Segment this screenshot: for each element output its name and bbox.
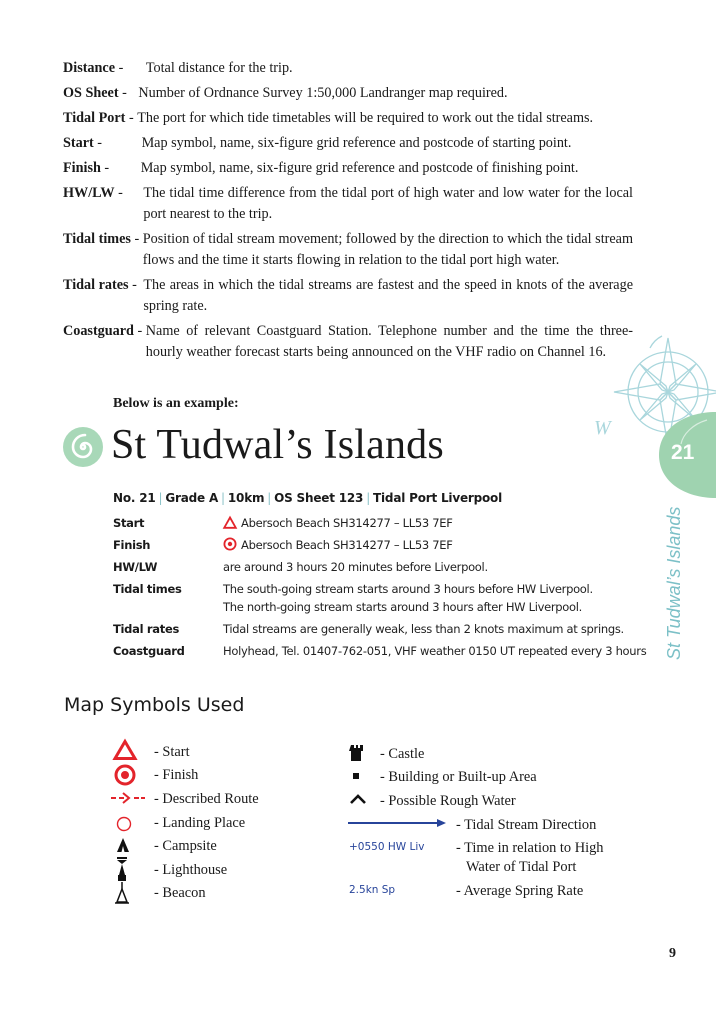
side-title: St Tudwal’s Islands <box>664 506 684 660</box>
definition-row <box>63 133 633 154</box>
legend-spring-rate-label: - Average Spring Rate <box>456 883 584 899</box>
finish-value: Abersoch Beach SH314277 – LL53 7EF <box>241 538 453 552</box>
info-value <box>223 536 653 554</box>
definition-row <box>63 183 633 225</box>
info-row-hwlw <box>113 558 653 576</box>
info-value <box>223 580 653 616</box>
definition-text: Name of relevant Coastguard Station. Telephone number and the time the three-hourly weather forecast starts being announced on the VHF radio on Channel 16. <box>145 323 633 360</box>
legend-finish-label: - Finish <box>154 767 199 783</box>
coastguard-value: Holyhead, Tel. 01407-762-051, VHF weather 0150 UT repeated every 3 hours <box>223 644 647 658</box>
info-row-coastguard <box>113 642 653 660</box>
legend-start-label: - Start <box>154 744 190 760</box>
info-value <box>223 514 653 532</box>
definition-text: Number of Ordnance Survey 1:50,000 Landranger map required. <box>138 85 508 101</box>
trip-os-sheet: OS Sheet 123 <box>274 491 364 505</box>
definition-separator: - <box>128 277 141 293</box>
definition-text: The areas in which the tidal streams are fastest and the speed in knots of the average spring rate. <box>143 277 633 314</box>
trip-distance: 10km <box>227 491 265 505</box>
page-number: 9 <box>669 946 676 961</box>
tidal-stream-arrow-icon <box>347 818 447 828</box>
legend-route-label: - Described Route <box>154 791 259 807</box>
swirl-icon <box>62 426 104 468</box>
definition-separator: - <box>133 323 146 339</box>
header-separator: | <box>158 491 163 505</box>
trip-number: 21 <box>671 441 695 464</box>
legend-lighthouse-label: - Lighthouse <box>154 862 228 878</box>
campsite-tent-icon <box>115 836 131 854</box>
start-triangle-icon <box>223 516 237 529</box>
definition-separator: - <box>114 185 127 201</box>
tidal-times-line-2: The north-going stream starts around 3 hours after HW Liverpool. <box>223 600 583 614</box>
definition-row <box>63 83 633 104</box>
info-row-tidal-rates <box>113 620 653 638</box>
trip-grade: Grade A <box>165 491 219 505</box>
info-label: Tidal times <box>113 582 182 596</box>
definition-separator: - <box>115 60 127 76</box>
definition-term: OS Sheet <box>63 85 119 101</box>
info-row-tidal-times <box>113 580 653 616</box>
definition-separator: - <box>118 85 131 101</box>
definition-term: Tidal Port <box>63 110 126 126</box>
tidal-time-sample: +0550 HW Liv <box>349 841 425 853</box>
definition-row <box>63 275 633 317</box>
map-symbols-title: Map Symbols Used <box>64 694 245 716</box>
trip-info <box>113 490 653 664</box>
info-label: Start <box>113 516 145 530</box>
definition-row <box>63 229 633 271</box>
definition-term: HW/LW <box>63 185 115 201</box>
legend-landing-label: - Landing Place <box>154 815 246 831</box>
legend-campsite-label: - Campsite <box>154 838 217 854</box>
route-arrow-icon <box>110 791 146 805</box>
definition-text: The port for which tide timetables will be required to work out the tidal streams. <box>137 110 594 126</box>
trip-number-label: No. 21 <box>113 491 156 505</box>
info-row-finish <box>113 536 653 554</box>
definition-text: Total distance for the trip. <box>145 60 293 76</box>
finish-target-icon <box>114 764 136 786</box>
header-separator: | <box>221 491 225 505</box>
trip-title: St Tudwal’s Islands <box>111 422 444 468</box>
definition-row <box>63 58 633 79</box>
trip-tidal-port: Tidal Port Liverpool <box>373 491 503 505</box>
definition-term: Tidal times <box>63 231 131 247</box>
example-label: Below is an example: <box>113 396 239 411</box>
landing-circle-icon <box>115 815 133 833</box>
header-separator: | <box>366 491 371 505</box>
start-triangle-icon <box>113 739 137 761</box>
definition-text: Map symbol, name, six-figure grid reference and postcode of finishing point. <box>140 160 579 176</box>
definition-row <box>63 158 633 179</box>
definition-text: The tidal time difference from the tidal port of high water and low water for the local port nearest to the trip. <box>143 185 633 222</box>
definition-term: Coastguard <box>63 323 134 339</box>
tidal-times-line-1: The south-going stream starts around 3 hours before HW Liverpool. <box>223 582 593 596</box>
definition-row <box>63 321 633 363</box>
header-separator: | <box>267 491 272 505</box>
svg-text:W: W <box>594 417 611 439</box>
definition-text: Map symbol, name, six-figure grid reference and postcode of starting point. <box>141 135 572 151</box>
legend-tidal-time-label-2: Water of Tidal Port <box>466 859 577 875</box>
start-value: Abersoch Beach SH314277 – LL53 7EF <box>241 516 453 530</box>
spring-rate-sample: 2.5kn Sp <box>349 884 396 896</box>
definition-separator: - <box>100 160 113 176</box>
legend-rough-water-label: - Possible Rough Water <box>380 793 516 809</box>
legend-castle-label: - Castle <box>380 746 425 762</box>
legend-tidal-stream-label: - Tidal Stream Direction <box>456 817 597 833</box>
definition-term: Start <box>63 135 94 151</box>
definition-term: Distance <box>63 60 116 76</box>
castle-icon <box>349 744 365 762</box>
legend-tidal-time-label-1: - Time in relation to High <box>456 840 604 856</box>
tidal-rates-value: Tidal streams are generally weak, less than 2 knots maximum at springs. <box>223 622 624 636</box>
info-label: Tidal rates <box>113 622 179 636</box>
definition-row <box>63 108 633 129</box>
definition-separator: - <box>93 135 106 151</box>
beacon-icon <box>114 882 130 904</box>
definitions-list <box>63 58 633 367</box>
definition-term: Finish <box>63 160 101 176</box>
rough-water-chevron-icon <box>349 793 367 805</box>
lighthouse-icon <box>114 857 130 883</box>
info-label: HW/LW <box>113 560 158 574</box>
info-label: Finish <box>113 538 151 552</box>
definition-separator: - <box>125 110 138 126</box>
definition-term: Tidal rates <box>63 277 129 293</box>
info-label: Coastguard <box>113 644 185 658</box>
legend-building-label: - Building or Built-up Area <box>380 769 537 785</box>
info-row-start <box>113 514 653 532</box>
definition-separator: - <box>130 231 143 247</box>
building-square-icon <box>352 772 360 780</box>
legend-beacon-label: - Beacon <box>154 885 206 901</box>
definition-text: Position of tidal stream movement; followed by the direction to which the tidal stream flows and the time it starts flowing in relation to the tidal port high water. <box>142 231 633 268</box>
finish-target-icon <box>223 537 237 551</box>
trip-header <box>113 490 653 506</box>
hwlw-value: are around 3 hours 20 minutes before Liverpool. <box>223 560 488 574</box>
